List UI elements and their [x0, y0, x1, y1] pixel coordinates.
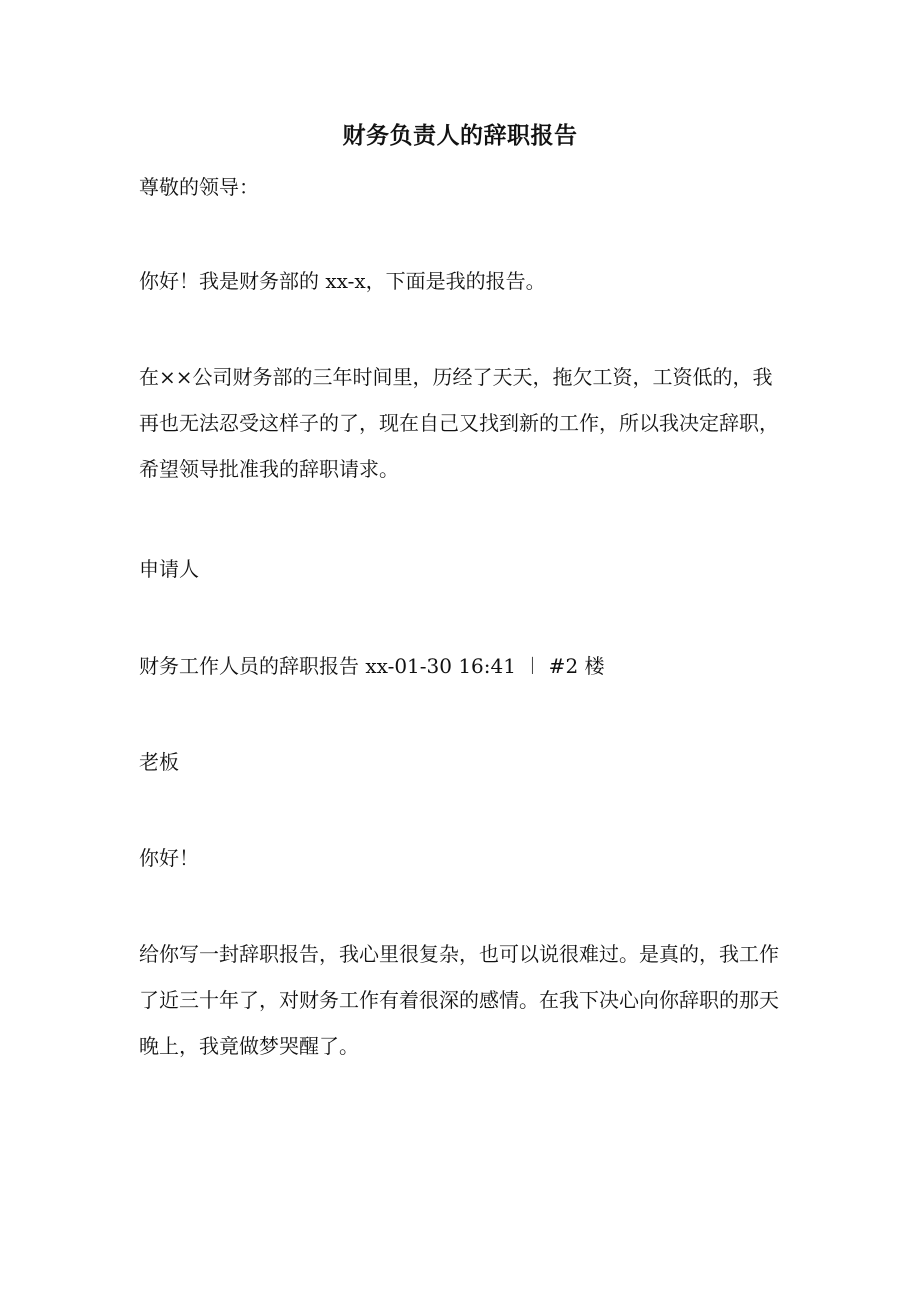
greeting-hello: 你好！: [139, 846, 199, 870]
greeting-intro: 你好！我是财务部的 xx-x，下面是我的报告。: [139, 269, 546, 293]
applicant-label: 申请人: [139, 557, 199, 581]
salutation: 尊敬的领导：: [139, 175, 259, 199]
document-title: 财务负责人的辞职报告: [342, 122, 578, 149]
post-header-line: 财务工作人员的辞职报告 xx-01-30 16:41 ︱ #2 楼: [139, 654, 605, 678]
resignation-reason-paragraph: 在××公司财务部的三年时间里，历经了天天，拖欠工资，工资低的，我再也无法忍受这样子的了，现在自己又找到新的工作，所以我决定辞职，希望领导批准我的辞职请求。: [139, 365, 779, 481]
body-paragraph: 给你写一封辞职报告，我心里很复杂，也可以说很难过。是真的，我工作了近三十年了，对财务工作有着很深的感情。在我下决心向你辞职的那天晚上，我竟做梦哭醒了。: [139, 942, 779, 1058]
addressee-boss: 老板: [139, 750, 179, 774]
